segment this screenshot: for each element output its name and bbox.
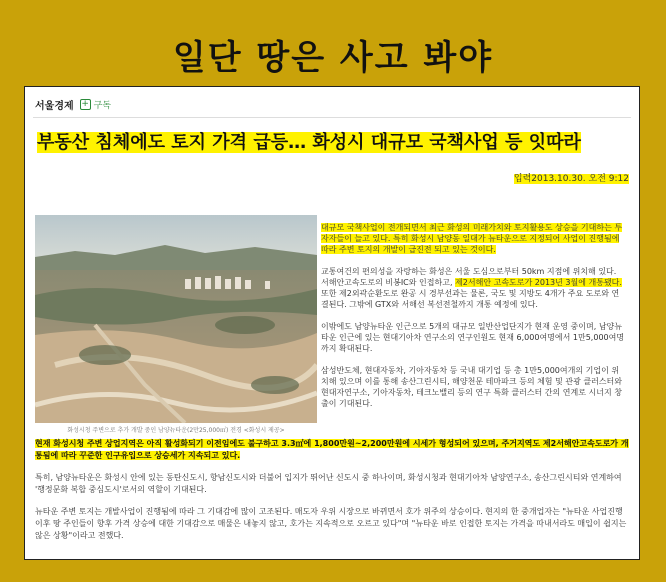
article-body	[35, 438, 629, 552]
paragraph: 이밖에도 남양뉴타운 인근으로 5개의 대규모 일반산업단지가 현재 운영 중이며, 남양뉴타운 인근에 있는 현대기아차 연구소의 연구인원도 현재 6,000여명에서 1만5,000여명까지 확대된다.	[321, 322, 625, 353]
plus-icon: +	[81, 99, 89, 109]
paragraph: 뉴타운 주변 토지는 개발사업이 진행됨에 따라 그 기대감에 많이 고조된다. 매도자 우위 시장으로 바뀌면서 호가 위주의 상승이다. 현지의 한 중개업자는 "뉴타운 사업진행 이후 땅 주인들이 향후 가격 상승에 대한 기대감으로 매물은 내놓지 않고, 호가는 지속적으로 오르고 있다"며 "뉴타운 바로 인접한 토지는 가격을 따내서라도 매입이 쉽지는 않은 상황"이라고 전했다.	[35, 507, 627, 540]
source-header	[35, 97, 111, 112]
paragraph: 현재 화성시청 주변 상업지역은 아직 활성화되기 이전임에도 불구하고 3.3㎡에 1,800만원~2,200만원에 시세가 형성되어 있으며, 주거지역도 제2서해안고속도로가 개통됨에 따라 꾸준한 인구유입으로 상승세가 지속되고 있다.	[35, 439, 629, 460]
headline: 부동산 침체에도 토지 가격 급등… 화성시 대규모 국책사업 등 잇따라	[37, 132, 581, 153]
divider	[33, 117, 631, 118]
subscribe-button[interactable]	[80, 98, 111, 111]
paragraph: 교통여건의 편의성을 자랑하는 화성은 서울 도심으로부터 50km 지점에 위치해 있다. 서해안고속도로의 비봉IC와 인접하고, 제2서해안 고속도로가 2013년 3월에 개통됐다. 또한 제2외곽순환도로 완공 시 경부선과는 물론, 국도 및 지방도 4개가 주요 도로와 연결된다. 그밖에 GTX와 서해선 복선전철까지 개통 예정에 있다.	[321, 267, 622, 309]
aerial-photo	[35, 215, 317, 423]
article-column	[321, 222, 625, 420]
source-name[interactable]: 서울경제	[35, 101, 74, 112]
paragraph: 대규모 국책사업이 전개되면서 최근 화성의 미래가치와 토지활용도 상승을 기대하는 투자자들이 늘고 있다. 특히 화성시 남양동 일대가 뉴타운으로 지정되어 사업이 진행됨에 따라 주변 토지의 개발이 급진전 되고 있는 것이다.	[321, 223, 623, 254]
paragraph: 특히, 남양뉴타운은 화성시 안에 있는 동탄신도시, 향남신도시와 더불어 입지가 뛰어난 신도시 중 하나이며, 화성시청과 현대기아차 남양연구소, 송산그린시티와 연계하여 '행정문화 복합 중심도시'로서의 역할이 기대된다.	[35, 473, 622, 494]
photo-caption: 화성시청 주변으로 추가 개발 중인 남양뉴타운(2만25,000㎡) 전경 <화성시 제공>	[67, 427, 285, 434]
paragraph: 삼성반도체, 현대자동차, 기아자동차 등 국내 대기업 등 총 1만5,000여개의 기업이 위치해 있으며 이를 통해 송산그린시티, 해양천문 테마파크 등의 체험 및 관광 클러스터와 현대자연구소, 기아자동차, 테크노밸리 등의 연구 특화 클러스터 간의 연계로 시너지 창출이 기대된다.	[321, 366, 622, 408]
publish-date: 입력2013.10.30. 오전 9:12	[513, 174, 629, 184]
page-title: 일단 땅은 사고 봐야	[172, 38, 494, 78]
article-panel	[24, 86, 640, 560]
subscribe-label: 구독	[93, 101, 112, 111]
